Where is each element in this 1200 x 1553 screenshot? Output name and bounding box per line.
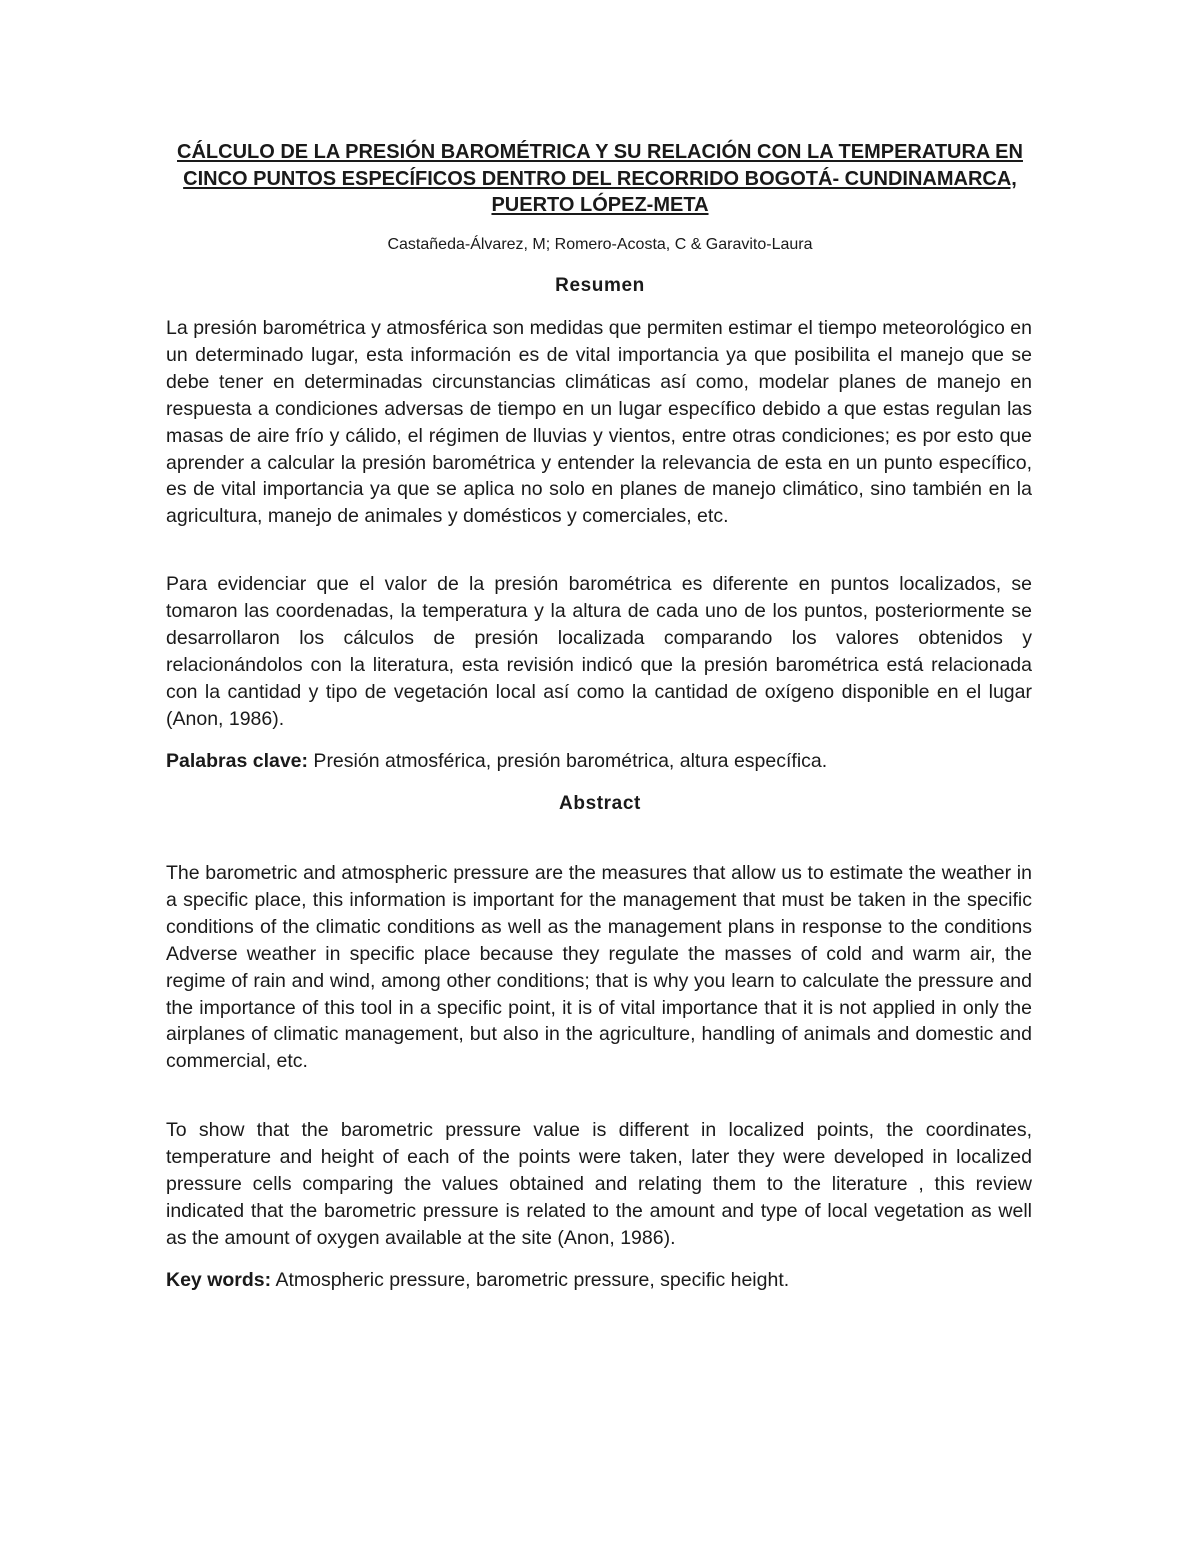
abstract-heading: Abstract bbox=[559, 793, 641, 814]
abstract-paragraph-2: To show that the barometric pressure value is different in localized points, the coordinates, temperature and height of each of the points were taken, later they were developed in localized pressure cells comparing the values obtained and relating them to the literature , this review indicated that the barometric pressure is related to the amount and type of local vegetation as well as the amount of oxygen available at the site (Anon, 1986). bbox=[166, 1119, 1032, 1249]
abstract-paragraph-1: The barometric and atmospheric pressure are the measures that allow us to estimate the weather in a specific place, this information is important for the management that must be taken in the specific conditions of the climatic conditions as well as the management plans in response to the conditions Adverse weather in specific place because they regulate the masses of cold and warm air, the regime of rain and wind, among other conditions; that is why you learn to calculate the pressure and the importance of this tool in a specific point, it is of vital importance that it is not applied in only the airplanes of climatic management, but also in the agriculture, handling of animals and domestic and commercial, etc. bbox=[166, 862, 1032, 1073]
resumen-paragraph-2: Para evidenciar que el valor de la presión barométrica es diferente en puntos localizados, se tomaron las coordenadas, la temperatura y la altura de cada uno de los puntos, posteriormente se desarrollaron los cálculos de presión localizada comparando los valores obtenidos y relacionándolos con la literatura, esta revisión indicó que la presión barométrica está relacionada con la cantidad y tipo de vegetación local así como la cantidad de oxígeno disponible en el lugar (Anon, 1986). bbox=[166, 573, 1032, 730]
resumen-heading: Resumen bbox=[555, 275, 645, 296]
resumen-keywords bbox=[166, 748, 1032, 775]
resumen-keywords-label: Palabras clave: bbox=[166, 750, 309, 772]
paper-title: CÁLCULO DE LA PRESIÓN BAROMÉTRICA Y SU RELACIÓN CON LA TEMPERATURA EN CINCO PUNTOS ESPECÍFICOS DENTRO DEL RECORRIDO BOGOTÁ- CUNDINAMARCA, PUERTO LÓPEZ-META bbox=[177, 141, 1023, 216]
resumen-paragraph-1: La presión barométrica y atmosférica son medidas que permiten estimar el tiempo meteorológico en un determinado lugar, esta información es de vital importancia ya que posibilita el manejo que se debe tener en determinadas circunstancias climáticas así como, modelar planes de manejo en respuesta a condiciones adversas de tiempo en un lugar específico debido a que estas regulan las masas de aire frío y cálido, el régimen de lluvias y vientos, entre otras condiciones; es por esto que aprender a calcular la presión barométrica y entender la relevancia de esta en un punto específico, es de vital importancia ya que se aplica no solo en planes de manejo climático, sino también en la agricultura, manejo de animales y domésticos y comerciales, etc. bbox=[166, 317, 1032, 528]
abstract-keywords bbox=[166, 1267, 1032, 1294]
authors-line: Castañeda-Álvarez, M; Romero-Acosta, C & Garavito-Laura bbox=[387, 236, 813, 253]
resumen-keywords-text: Presión atmosférica, presión barométrica, altura específica. bbox=[308, 750, 828, 772]
abstract-keywords-text: Atmospheric pressure, barometric pressure, specific height. bbox=[271, 1269, 790, 1291]
abstract-keywords-label: Key words: bbox=[166, 1269, 272, 1291]
